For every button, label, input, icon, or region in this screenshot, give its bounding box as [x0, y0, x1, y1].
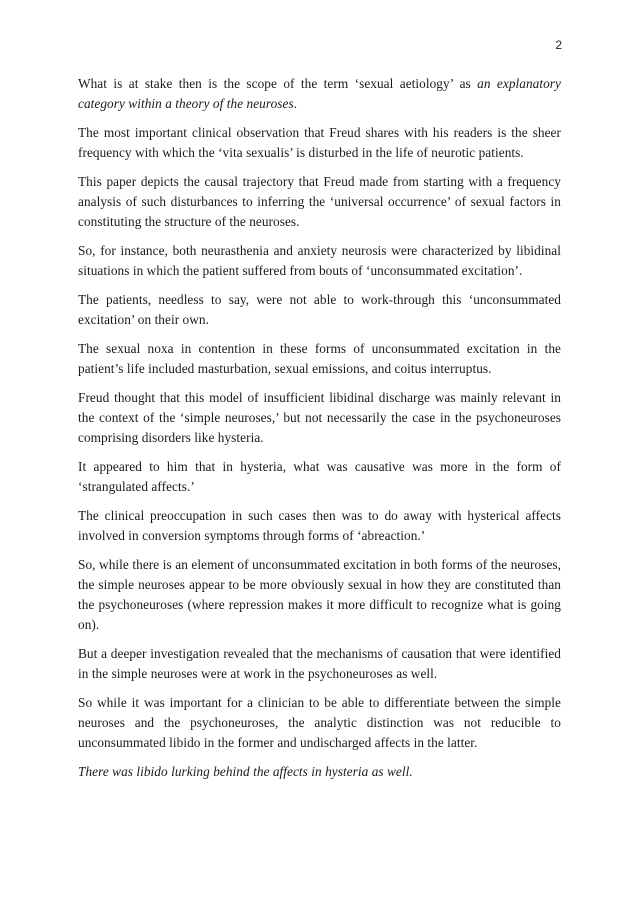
page-number: 2	[555, 38, 562, 52]
paragraph-6: The sexual noxa in contention in these forms of unconsummated excitation in the patient’s life included masturbation, sexual emissions, and coitus interruptus.	[78, 341, 561, 376]
paragraph-11: But a deeper investigation revealed that the mechanisms of causation that were identified in the simple neuroses were at work in the psychoneuroses as well.	[78, 646, 561, 681]
document-body	[78, 74, 561, 791]
paragraph-1-italic: an explanatory category within a theory of the neuroses	[78, 76, 561, 111]
paragraph-12: So while it was important for a clinician to be able to differentiate between the simple neuroses and the psychoneuroses, the analytic distinction was not reducible to unconsummated libido in the former and undischarged affects in the latter.	[78, 695, 561, 750]
paragraph-7: Freud thought that this model of insufficient libidinal discharge was mainly relevant in the context of the ‘simple neuroses,’ but not necessarily the case in the psychoneuroses comprising disorders like hysteria.	[78, 390, 561, 445]
paragraph-8: It appeared to him that in hysteria, what was causative was more in the form of ‘strangulated affects.’	[78, 459, 561, 494]
paragraph-4: So, for instance, both neurasthenia and anxiety neurosis were characterized by libidinal situations in which the patient suffered from bouts of ‘unconsummated excitation’.	[78, 243, 561, 278]
paragraph-5: The patients, needless to say, were not able to work-through this ‘unconsummated excitation’ on their own.	[78, 292, 561, 327]
paragraph-1-text: What is at stake then is the scope of the term ‘sexual aetiology’ as	[78, 76, 478, 91]
paragraph-9: The clinical preoccupation in such cases then was to do away with hysterical affects involved in conversion symptoms through forms of ‘abreaction.’	[78, 508, 561, 543]
paragraph-3: This paper depicts the causal trajectory that Freud made from starting with a frequency analysis of such disturbances to inferring the ‘universal occurrence’ of sexual factors in constituting the structure of the neuroses.	[78, 174, 561, 229]
paragraph-1	[78, 74, 561, 114]
paragraph-13: There was libido lurking behind the affects in hysteria as well.	[78, 764, 413, 779]
paragraph-10: So, while there is an element of unconsummated excitation in both forms of the neuroses, the simple neuroses appear to be more obviously sexual in how they are constituted than the psychoneuroses (where repression makes it more difficult to recognize what is going on).	[78, 557, 561, 632]
paragraph-2: The most important clinical observation that Freud shares with his readers is the sheer frequency with which the ‘vita sexualis’ is disturbed in the life of neurotic patients.	[78, 125, 561, 160]
paragraph-1-end: .	[293, 96, 298, 111]
